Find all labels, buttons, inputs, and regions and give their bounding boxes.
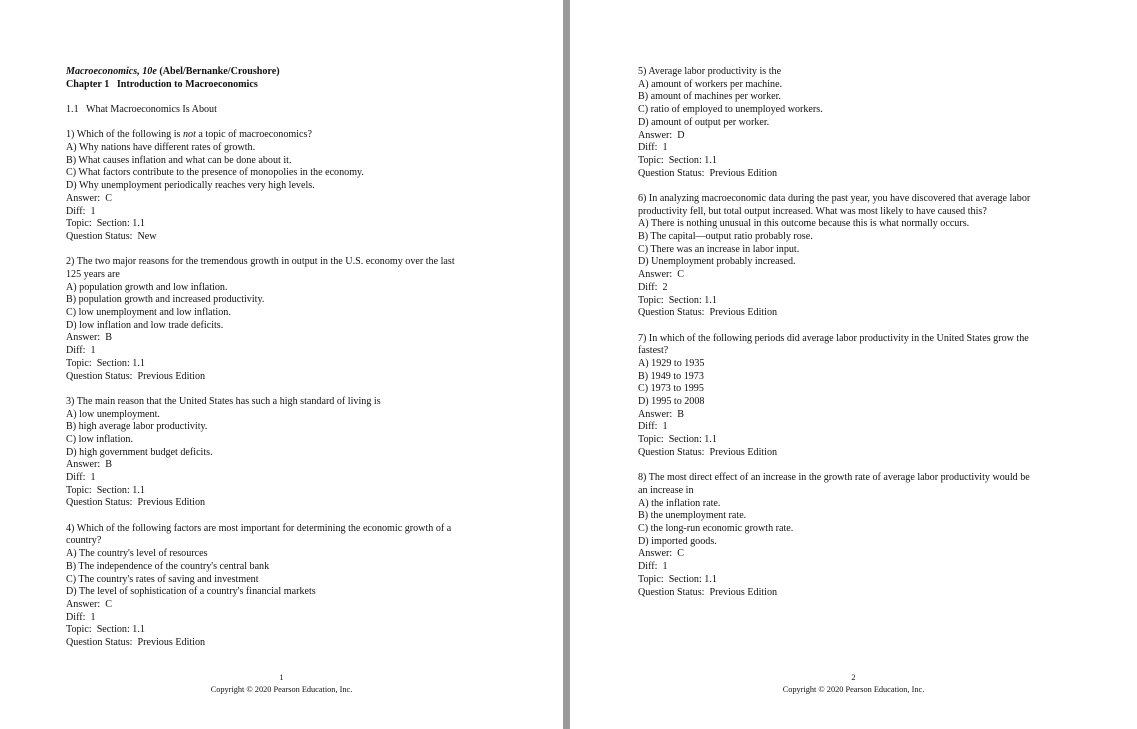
- question-list: [638, 66, 1078, 599]
- book-header: [66, 66, 506, 79]
- difficulty: Diff: 1: [638, 142, 668, 154]
- answer-option: D) high government budget deficits.: [66, 446, 213, 458]
- answer-option: C) the long-run economic growth rate.: [638, 522, 794, 534]
- answer-key: Answer: C: [66, 192, 112, 204]
- answer-key: Answer: C: [66, 598, 112, 610]
- topic: Topic: Section: 1.1: [638, 154, 717, 166]
- page-number: 1: [279, 673, 284, 682]
- answer-option: B) amount of machines per worker.: [638, 91, 781, 103]
- page-1-content: [66, 66, 506, 650]
- section-heading: 1.1 What Macroeconomics Is About: [66, 104, 217, 115]
- difficulty: Diff: 1: [66, 345, 96, 357]
- copyright-notice: Copyright © 2020 Pearson Education, Inc.: [782, 685, 925, 694]
- answer-option: D) Why unemployment periodically reaches very high levels.: [66, 180, 315, 192]
- topic: Topic: Section: 1.1: [638, 294, 717, 306]
- chapter-title: Chapter 1 Introduction to Macroeconomics: [66, 78, 258, 90]
- question-status: Question Status: New: [66, 230, 157, 242]
- answer-option: B) The capital—output ratio probably rose.: [638, 231, 813, 243]
- answer-option: D) 1995 to 2008: [638, 396, 705, 408]
- question-block: [66, 129, 506, 243]
- question-stem: an increase in: [638, 484, 694, 496]
- question-status: Question Status: Previous Edition: [66, 637, 206, 649]
- question-status: Question Status: Previous Edition: [638, 167, 778, 179]
- question-stem: 125 years are: [66, 268, 120, 280]
- question-stem: 8) The most direct effect of an increase in the growth rate of average labor productivity would be: [638, 472, 1030, 484]
- answer-key: Answer: C: [638, 269, 684, 281]
- answer-option: C) low unemployment and low inflation.: [66, 307, 231, 319]
- question-stem: 7) In which of the following periods did average labor productivity in the United States grow the: [638, 332, 1029, 344]
- answer-option: A) the inflation rate.: [638, 497, 721, 509]
- answer-option: D) low inflation and low trade deficits.: [66, 319, 224, 331]
- answer-option: B) population growth and increased productivity.: [66, 294, 265, 306]
- question-status: Question Status: Previous Edition: [66, 370, 206, 382]
- question-stem: 5) Average labor productivity is the: [638, 66, 782, 77]
- answer-key: Answer: C: [638, 548, 684, 560]
- answer-key: Answer: B: [66, 459, 112, 471]
- stem-text: 1) Which of the following is: [66, 129, 183, 141]
- answer-option: D) The level of sophistication of a country's financial markets: [66, 586, 316, 598]
- answer-option: B) What causes inflation and what can be done about it.: [66, 154, 292, 166]
- question-block: [638, 193, 1078, 320]
- difficulty: Diff: 1: [638, 421, 668, 433]
- question-status: Question Status: Previous Edition: [638, 586, 778, 598]
- answer-option: C) 1973 to 1995: [638, 383, 704, 395]
- document-page-1: [0, 0, 563, 729]
- answer-option: A) The country's level of resources: [66, 548, 208, 560]
- question-stem: 2) The two major reasons for the tremendous growth in output in the U.S. economy over the last: [66, 256, 455, 268]
- answer-key: Answer: B: [66, 332, 112, 344]
- answer-option: B) The independence of the country's central bank: [66, 560, 270, 572]
- answer-key: Answer: B: [638, 408, 684, 420]
- book-authors: (Abel/Bernanke/Croushore): [156, 66, 280, 77]
- question-block: [66, 523, 506, 650]
- answer-option: C) The country's rates of saving and investment: [66, 573, 259, 585]
- question-block: [638, 333, 1078, 460]
- document-page-2: [570, 0, 1137, 729]
- book-title: Macroeconomics, 10e: [66, 66, 157, 77]
- question-status: Question Status: Previous Edition: [638, 446, 778, 458]
- question-block: [638, 66, 1078, 180]
- answer-option: A) 1929 to 1935: [638, 357, 705, 369]
- question-stem: 4) Which of the following factors are most important for determining the economic growth of a: [66, 522, 452, 534]
- answer-option: D) imported goods.: [638, 535, 717, 547]
- answer-option: C) There was an increase in labor input.: [638, 243, 800, 255]
- difficulty: Diff: 1: [66, 472, 96, 484]
- page-footer: [570, 672, 1137, 696]
- question-stem: country?: [66, 535, 102, 547]
- answer-option: C) ratio of employed to unemployed workers.: [638, 104, 823, 116]
- answer-option: D) amount of output per worker.: [638, 116, 770, 128]
- topic: Topic: Section: 1.1: [66, 624, 145, 636]
- difficulty: Diff: 1: [66, 205, 96, 217]
- answer-option: C) low inflation.: [66, 433, 134, 445]
- emphasis-text: not: [183, 129, 196, 141]
- answer-option: A) Why nations have different rates of growth.: [66, 142, 256, 153]
- difficulty: Diff: 2: [638, 281, 668, 293]
- question-stem: productivity fell, but total output increased. What was most likely to have caused this?: [638, 205, 987, 217]
- topic: Topic: Section: 1.1: [638, 573, 717, 585]
- question-list: [66, 129, 506, 650]
- topic: Topic: Section: 1.1: [66, 484, 145, 496]
- difficulty: Diff: 1: [638, 561, 668, 573]
- page-footer: [0, 672, 563, 696]
- answer-option: B) 1949 to 1973: [638, 370, 704, 382]
- answer-option: B) the unemployment rate.: [638, 510, 747, 522]
- page-2-content: [638, 66, 1078, 599]
- topic: Topic: Section: 1.1: [638, 434, 717, 446]
- question-stem: 6) In analyzing macroeconomic data during the past year, you have discovered that average labor: [638, 192, 1031, 204]
- question-block: [638, 472, 1078, 599]
- topic: Topic: Section: 1.1: [66, 218, 145, 230]
- answer-key: Answer: D: [638, 129, 685, 141]
- copyright-notice: Copyright © 2020 Pearson Education, Inc.: [210, 685, 353, 694]
- question-status: Question Status: Previous Edition: [638, 307, 778, 319]
- answer-option: A) amount of workers per machine.: [638, 78, 783, 90]
- answer-option: A) low unemployment.: [66, 408, 160, 420]
- answer-option: A) There is nothing unusual in this outcome because this is what normally occurs.: [638, 218, 970, 230]
- answer-option: D) Unemployment probably increased.: [638, 256, 796, 268]
- topic: Topic: Section: 1.1: [66, 357, 145, 369]
- page-number: 2: [851, 673, 856, 682]
- question-block: [66, 256, 506, 383]
- answer-option: A) population growth and low inflation.: [66, 281, 228, 293]
- question-stem: 3) The main reason that the United States has such a high standard of living is: [66, 395, 381, 407]
- question-status: Question Status: Previous Edition: [66, 497, 206, 509]
- difficulty: Diff: 1: [66, 611, 96, 623]
- answer-option: C) What factors contribute to the presence of monopolies in the economy.: [66, 167, 364, 179]
- question-stem: fastest?: [638, 345, 669, 357]
- stem-text: a topic of macroeconomics?: [195, 129, 312, 141]
- question-stem: [66, 129, 506, 142]
- question-block: [66, 396, 506, 510]
- answer-option: B) high average labor productivity.: [66, 421, 208, 433]
